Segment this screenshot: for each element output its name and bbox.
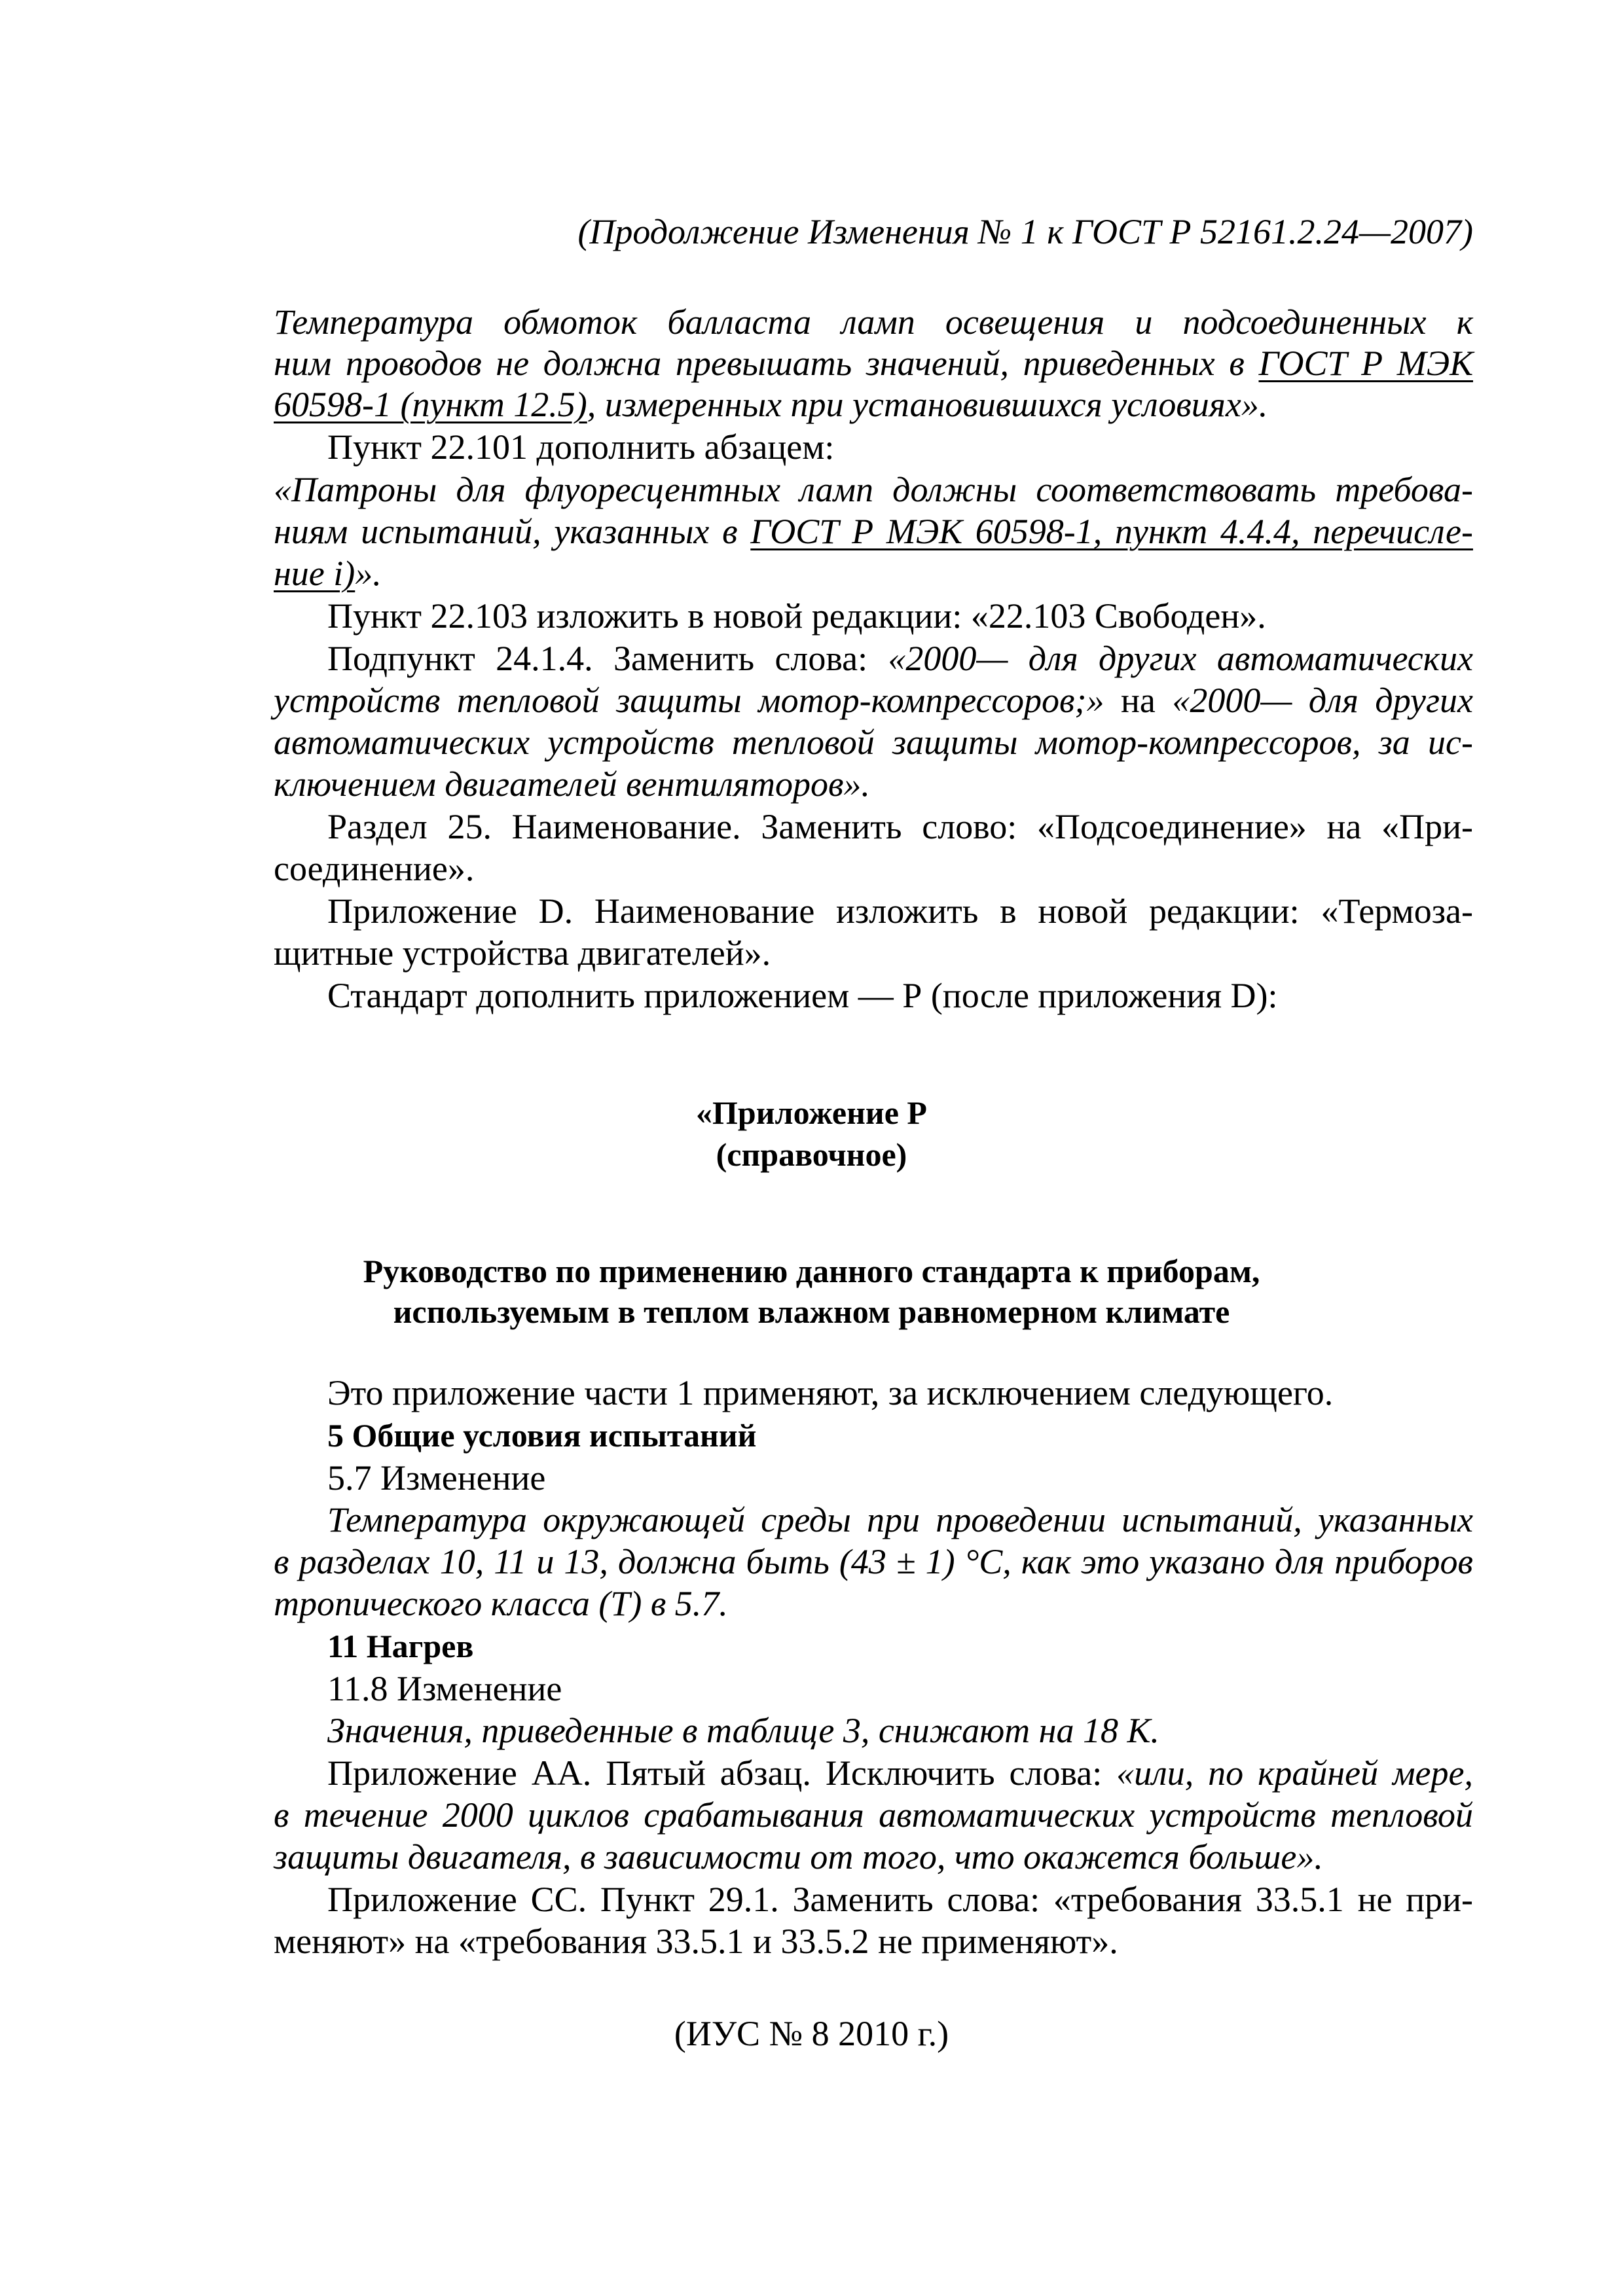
standard-link[interactable]: 60598-1 (пункт 12.5)	[274, 385, 587, 424]
text-span: ниям испытаний, указанных в	[274, 512, 751, 551]
text-span: на	[1104, 681, 1173, 720]
paragraph-line: Раздел 25. Наименование. Заменить слово: «Подсоединение» на «При-	[327, 807, 1473, 846]
paragraph-line: Пункт 22.103 изложить в новой редакции: «22.103 Свободен».	[327, 596, 1266, 636]
text-span: , измеренных при установившихся условиях».	[587, 385, 1268, 424]
appendix-subtitle: (справочное)	[716, 1136, 907, 1173]
paragraph-line: защиты двигателя, в зависимости от того, что окажется больше».	[274, 1837, 1323, 1876]
continuation-header: (Продолжение Изменения № 1 к ГОСТ Р 52161.2.24—2007)	[577, 212, 1473, 251]
paragraph-line: Стандарт дополнить приложением — Р (после приложения D):	[327, 976, 1278, 1015]
standard-link[interactable]: ние i)	[274, 554, 356, 593]
paragraph-line: «Патроны для флуоресцентных ламп должны соответствовать требова-	[274, 470, 1473, 509]
text-span: «или, по крайней мере,	[1116, 1753, 1473, 1793]
subsection-heading: 5.7 Изменение	[327, 1458, 546, 1498]
paragraph-line: соединение».	[274, 849, 475, 888]
paragraph-line	[327, 637, 1473, 679]
paragraph-line: в разделах 10, 11 и 13, должна быть (43 ± 1) °С, как это указано для приборов	[274, 1542, 1473, 1581]
paragraph-line	[327, 1752, 1473, 1794]
paragraph-line	[274, 679, 1473, 721]
paragraph-line	[274, 511, 1473, 552]
paragraph-line	[274, 384, 1267, 425]
paragraph-line: Пункт 22.101 дополнить абзацем:	[327, 427, 835, 467]
text-span: устройств тепловой защиты мотор-компрессоров;»	[274, 681, 1104, 720]
paragraph-line: меняют» на «требования 33.5.1 и 33.5.2 не применяют».	[274, 1922, 1118, 1961]
text-span: Подпункт 24.1.4. Заменить слова:	[327, 639, 888, 678]
paragraph-line: в течение 2000 циклов срабатывания автоматических устройств тепловой	[274, 1795, 1473, 1835]
paragraph-line: Значения, приведенные в таблице 3, снижают на 18 К.	[327, 1711, 1159, 1750]
standard-link[interactable]: ГОСТ Р МЭК	[1258, 344, 1474, 383]
appendix-heading: используемым в теплом влажном равномерном климате	[393, 1293, 1230, 1330]
paragraph-line: Приложение СС. Пункт 29.1. Заменить слова: «требования 33.5.1 не при-	[327, 1880, 1473, 1919]
standard-link[interactable]: ГОСТ Р МЭК 60598-1, пункт 4.4.4, перечисле-	[750, 512, 1473, 551]
paragraph-line	[274, 342, 1473, 384]
text-span: ».	[355, 554, 382, 593]
text-span: Приложение АА. Пятый абзац. Исключить слова:	[327, 1753, 1117, 1793]
paragraph-line: Температура окружающей среды при проведении испытаний, указанных	[327, 1500, 1473, 1539]
section-heading: 11 Нагрев	[327, 1628, 474, 1664]
text-span: ним проводов не должна превышать значений, приведенных в	[274, 344, 1259, 383]
ius-reference: (ИУС № 8 2010 г.)	[674, 2014, 949, 2053]
paragraph-line: автоматических устройств тепловой защиты мотор-компрессоров, за ис-	[274, 723, 1473, 762]
text-span: «2000— для других автоматических	[888, 639, 1473, 678]
paragraph-line: Приложение D. Наименование изложить в новой редакции: «Термоза-	[327, 891, 1473, 931]
paragraph-line	[274, 552, 382, 594]
paragraph-line: ключением двигателей вентиляторов».	[274, 764, 870, 804]
text-span: «2000— для других	[1172, 681, 1473, 720]
paragraph-line: Это приложение части 1 применяют, за исключением следующего.	[327, 1373, 1334, 1412]
section-heading: 5 Общие условия испытаний	[327, 1417, 757, 1454]
appendix-heading: Руководство по применению данного стандарта к приборам,	[363, 1253, 1260, 1289]
appendix-title: «Приложение Р	[696, 1094, 927, 1131]
subsection-heading: 11.8 Изменение	[327, 1669, 562, 1708]
paragraph-line: Температура обмоток балласта ламп освещения и подсоединенных к	[274, 302, 1473, 342]
paragraph-line: тропического класса (Т) в 5.7.	[274, 1584, 728, 1623]
paragraph-line: щитные устройства двигателей».	[274, 933, 771, 973]
